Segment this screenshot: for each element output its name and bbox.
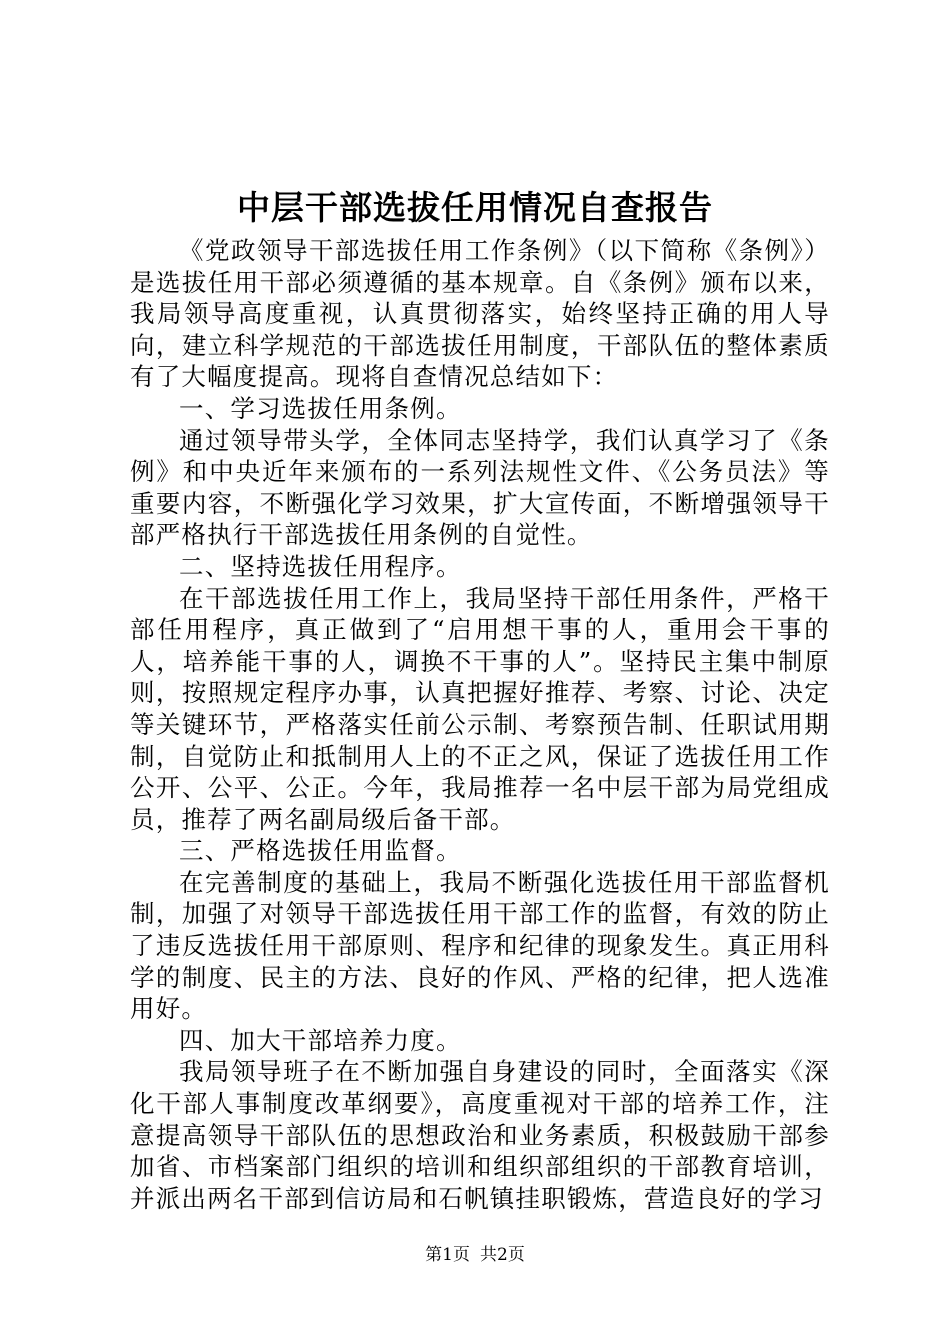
section-heading-1: 一、学习选拔任用条例。 <box>179 393 462 423</box>
paragraph-section-3: 在完善制度的基础上，我局不断强化选拔任用干部监督机制，加强了对领导干部选拔任用干部工作的监督，有效的防止了违反选拔任用干部原则、程序和纪律的现象发生。真正用科学的制度、民主的方法、良好的作风、严格的纪律，把人选准用好。 <box>130 867 830 1024</box>
paragraph-intro: 《党政领导干部选拔任用工作条例》（以下简称《条例》）是选拔任用干部必须遵循的基本规章。自《条例》颁布以来，我局领导高度重视，认真贯彻落实，始终坚持正确的用人导向，建立科学规范的干部选拔任用制度，干部队伍的整体素质有了大幅度提高。现将自查情况总结如下： <box>130 236 830 392</box>
document-title: 中层干部选拔任用情况自查报告 <box>237 188 713 227</box>
section-heading-2: 二、坚持选拔任用程序。 <box>179 551 462 581</box>
page-footer <box>0 1244 950 1266</box>
section-heading-3: 三、严格选拔任用监督。 <box>179 836 462 866</box>
page-number: 第1页 <box>425 1245 470 1265</box>
paragraph-section-4: 我局领导班子在不断加强自身建设的同时，全面落实《深化干部人事制度改革纲要》，高度重视对干部的培养工作，注意提高领导干部队伍的思想政治和业务素质，积极鼓励干部参加省、市档案部门组织的培训和组织部组织的干部教育培训，并派出两名干部到信访局和石帆镇挂职锻炼，营造良好的学习 <box>130 1057 830 1213</box>
paragraph-section-2: 在干部选拔任用工作上，我局坚持干部任用条件，严格干部任用程序，真正做到了“启用想干事的人，重用会干事的人，培养能干事的人，调换不干事的人”。坚持民主集中制原则，按照规定程序办事，认真把握好推荐、考察、讨论、决定等关键环节，严格落实任前公示制、考察预告制、任职试用期制，自觉防止和抵制用人上的不正之风，保证了选拔任用工作公开、公平、公正。今年，我局推荐一名中层干部为局党组成员，推荐了两名副局级后备干部。 <box>130 583 830 834</box>
page-total: 共2页 <box>480 1245 525 1265</box>
paragraph-section-1: 通过领导带头学，全体同志坚持学，我们认真学习了《条例》和中央近年来颁布的一系列法规性文件、《公务员法》等重要内容，不断强化学习效果，扩大宣传面，不断增强领导干部严格执行干部选拔任用条例的自觉性。 <box>130 425 830 550</box>
document-body <box>130 235 830 1214</box>
section-heading-4: 四、加大干部培养力度。 <box>179 1025 462 1055</box>
